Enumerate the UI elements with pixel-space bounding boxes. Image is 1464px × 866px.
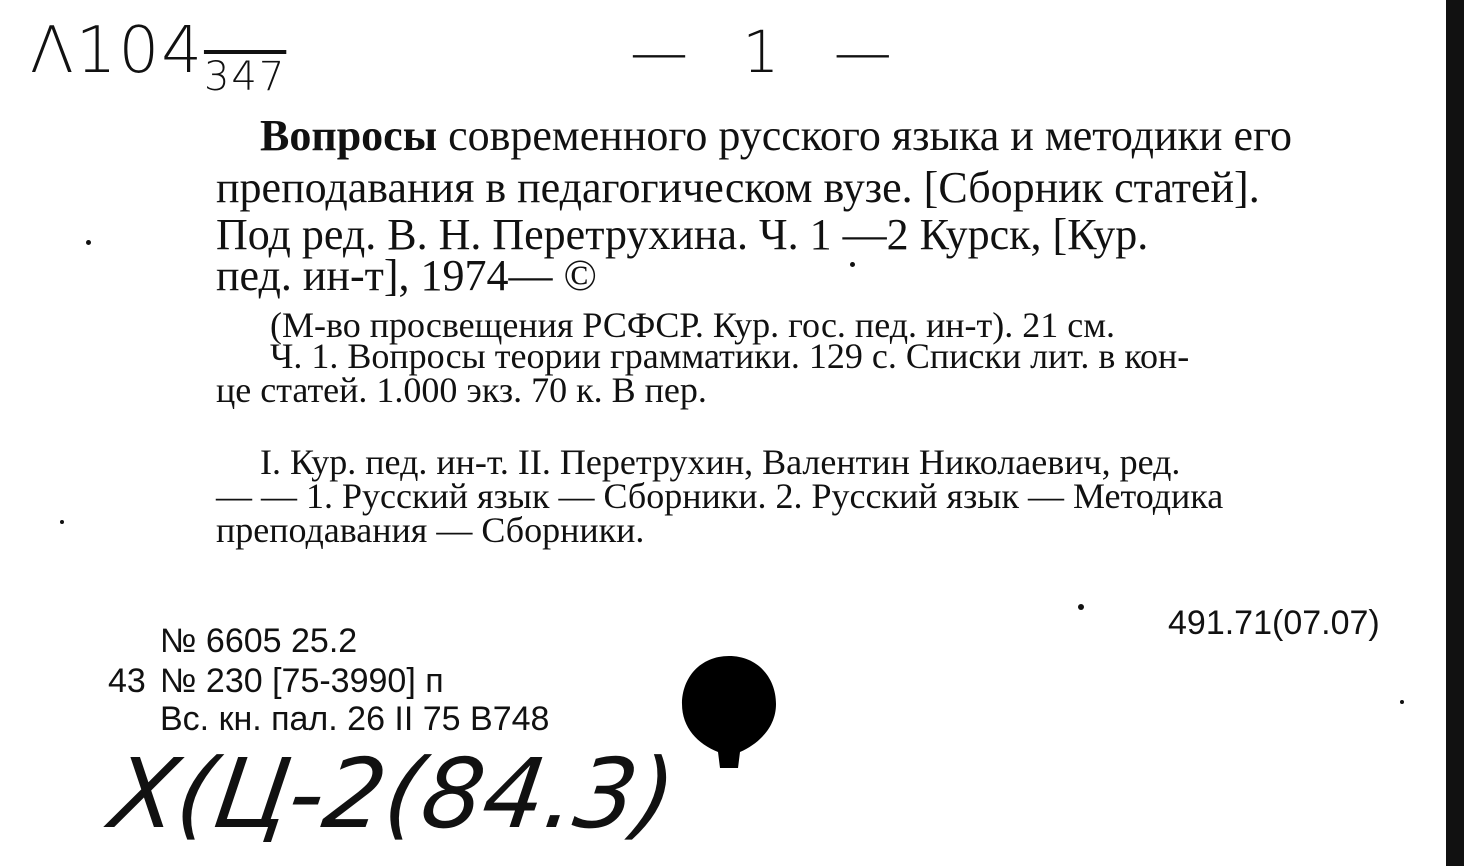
series-note: (М-во просвещения РСФСР. Кур. гос. пед. ин-т). 21 см.	[270, 305, 1116, 345]
accession-sub: 347	[203, 54, 287, 100]
title-rest: современного русского языка и методики его	[448, 111, 1292, 160]
scan-speck	[1078, 604, 1084, 610]
scan-speck	[1400, 700, 1404, 704]
tracing-line-3: преподавания — Сборники.	[216, 510, 645, 550]
handwritten-classification: Х(Ц-2(84.3)	[104, 738, 682, 850]
tracing-line-1: I. Кур. пед. ин-т. II. Перетрухин, Валентин Николаевич, ред.	[260, 442, 1181, 482]
handwritten-accession-number	[30, 14, 287, 100]
card-edge-shadow	[1446, 0, 1464, 866]
part-note-line-1: Ч. 1. Вопросы теории грамматики. 129 с. Списки лит. в кон-	[270, 336, 1190, 376]
card-number: № 230 [75-3990] п	[160, 662, 444, 700]
part-note-line-2: це статей. 1.000 экз. 70 к. В пер.	[216, 370, 707, 410]
book-chamber-note: Вс. кн. пал. 26 II 75 В748	[160, 700, 550, 738]
scan-speck	[850, 262, 855, 267]
order-number: № 6605 25.2	[160, 622, 358, 660]
ink-blot-icon	[680, 652, 778, 772]
udc-index: 491.71(07.07)	[1168, 604, 1380, 642]
tracing-line-2: — — 1. Русский язык — Сборники. 2. Русский язык — Методика	[216, 476, 1224, 516]
scan-speck	[86, 240, 91, 245]
description-line-3: Под ред. В. Н. Перетрухина. Ч. 1 —2 Курск, [Кур.	[216, 210, 1149, 259]
card-prefix: 43	[108, 662, 146, 700]
description-line-4: пед. ин-т], 1974— ©	[216, 251, 597, 300]
scan-speck	[60, 520, 64, 524]
handwritten-page-mark: — 1 —	[630, 18, 910, 86]
description-line-2: преподавания в педагогическом вузе. [Сборник статей].	[216, 163, 1260, 212]
accession-main: Λ104	[30, 14, 204, 88]
description-line-1	[260, 111, 1292, 160]
title-word: Вопросы	[260, 111, 438, 160]
